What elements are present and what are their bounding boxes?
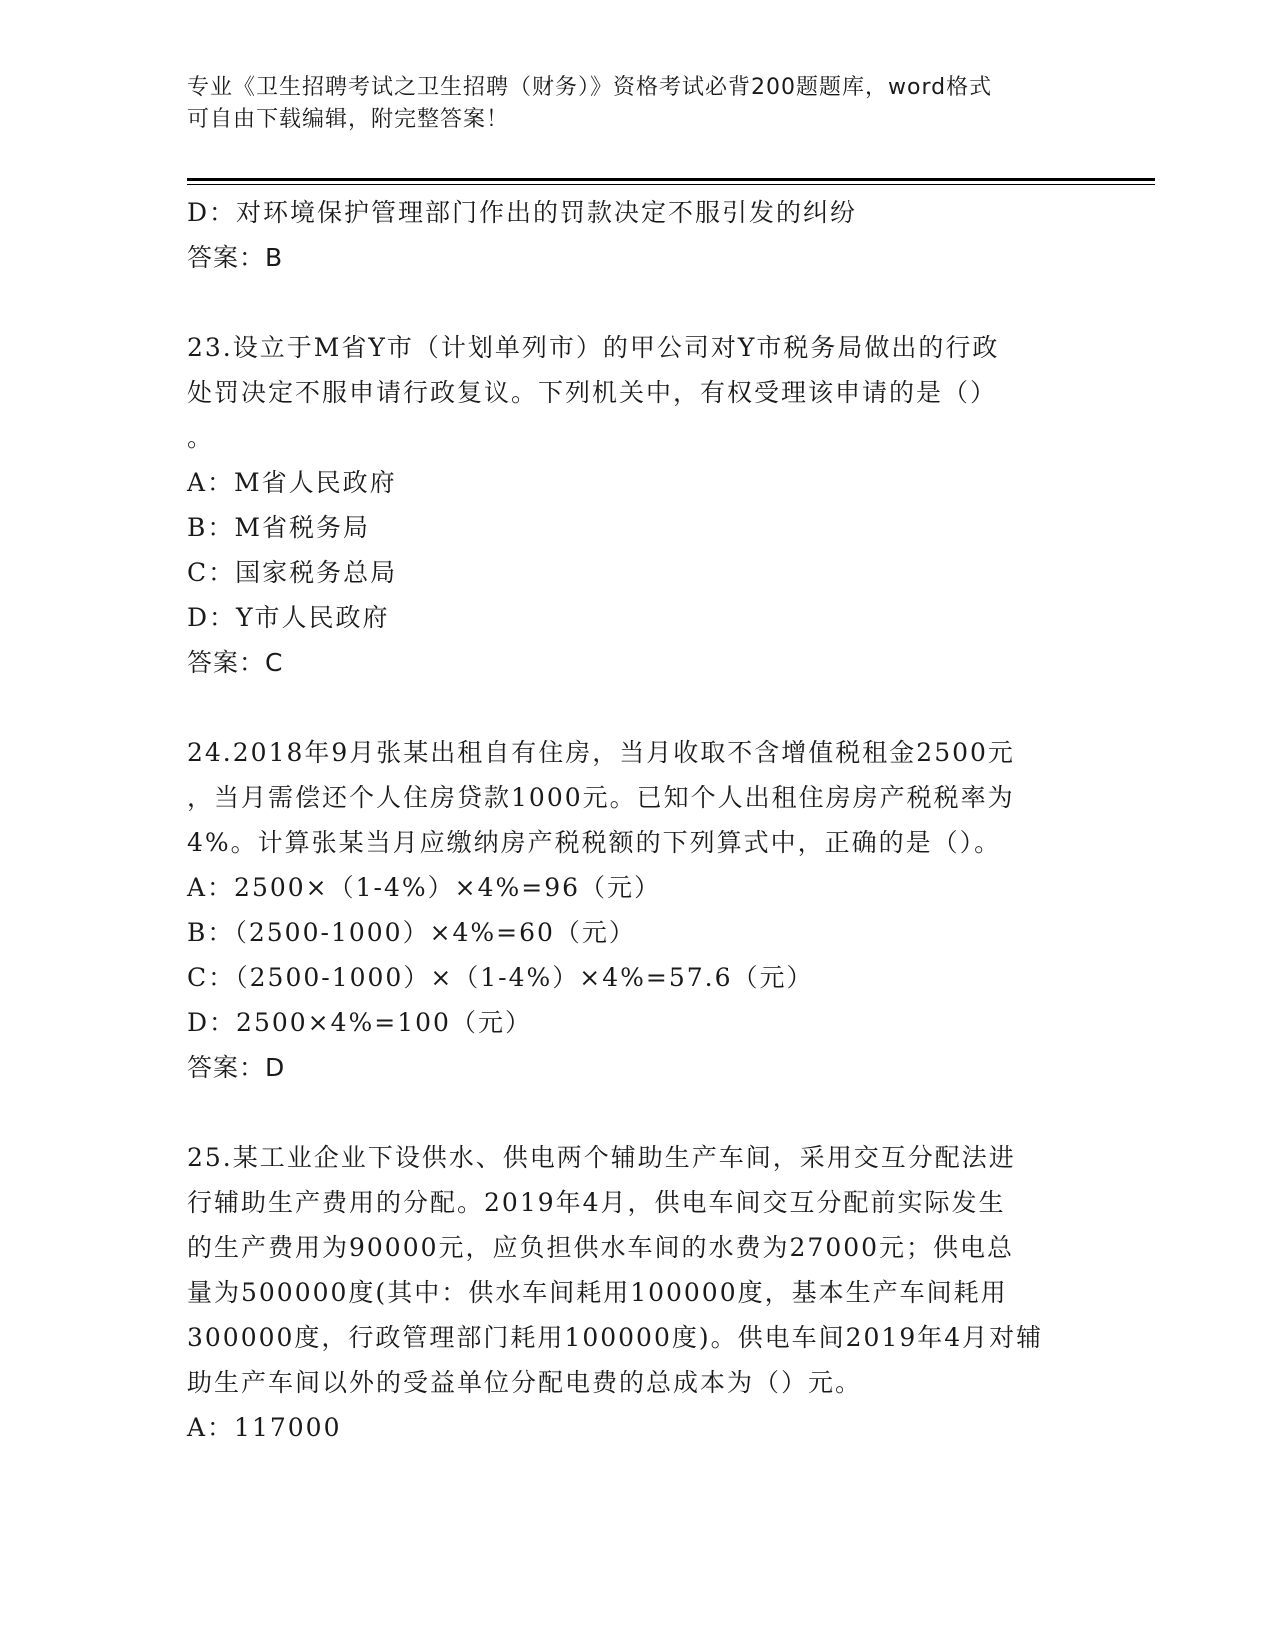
question-stem-line: 行辅助生产费用的分配。2019年4月，供电车间交互分配前实际发生 [187,1188,1006,1217]
spacer [187,685,1087,730]
spacer [187,1090,1087,1135]
question-stem-line: 300000度，行政管理部门耗用100000度)。供电车间2019年4月对辅 [187,1323,1044,1352]
option-a: A：2500×（1-4%）×4%=96（元） [187,873,662,902]
question-stem-line: 。 [187,423,215,452]
question-24 [187,730,1087,1090]
question-stem-line: 25.某工业企业下设供水、供电两个辅助生产车间，采用交互分配法进 [187,1143,1016,1172]
answer-line: 答案：D [187,1053,286,1082]
option-a: A：117000 [187,1413,342,1442]
question-stem-line: 助生产车间以外的受益单位分配电费的总成本为（）元。 [187,1368,863,1397]
answer-line: 答案：B [187,243,284,272]
document-body [187,190,1087,1450]
question-25 [187,1135,1087,1450]
answer-line: 答案：C [187,648,284,677]
question-stem-line: ，当月需偿还个人住房贷款1000元。已知个人出租住房房产税税率为 [187,783,1015,812]
spacer [187,280,1087,325]
question-stem-line: 量为500000度(其中：供水车间耗用100000度，基本生产车间耗用 [187,1278,1008,1307]
question-22 [187,190,1087,280]
question-stem-line: 处罚决定不服申请行政复议。下列机关中，有权受理该申请的是（） [187,378,998,407]
header-rule-thin [187,184,1155,185]
option-b: B：（2500-1000）×4%=60（元） [187,918,636,947]
header-rule-thick [187,178,1155,181]
question-stem-line: 24.2018年9月张某出租自有住房，当月收取不含增值税租金2500元 [187,738,1015,767]
document-header [187,72,1087,136]
option-c: C：国家税务总局 [187,558,398,587]
header-line-2: 可自由下载编辑，附完整答案！ [187,107,510,132]
option-d: D：Y市人民政府 [187,603,390,632]
question-stem-line: 的生产费用为90000元，应负担供水车间的水费为27000元；供电总 [187,1233,1015,1262]
option-a: A：M省人民政府 [187,468,397,497]
question-stem-line: 23.设立于M省Y市（计划单列市）的甲公司对Y市税务局做出的行政 [187,333,1000,362]
option-d: D：2500×4%=100（元） [187,1008,532,1037]
header-line-1: 专业《卫生招聘考试之卫生招聘（财务）》资格考试必背200题题库，word格式 [187,75,993,100]
question-stem-line: 4%。计算张某当月应缴纳房产税税额的下列算式中，正确的是（）。 [187,828,1002,857]
option-c: C：（2500-1000）×（1-4%）×4%=57.6（元） [187,963,814,992]
option-d: D：对环境保护管理部门作出的罚款决定不服引发的纠纷 [187,198,858,227]
question-23 [187,325,1087,685]
option-b: B：M省税务局 [187,513,370,542]
